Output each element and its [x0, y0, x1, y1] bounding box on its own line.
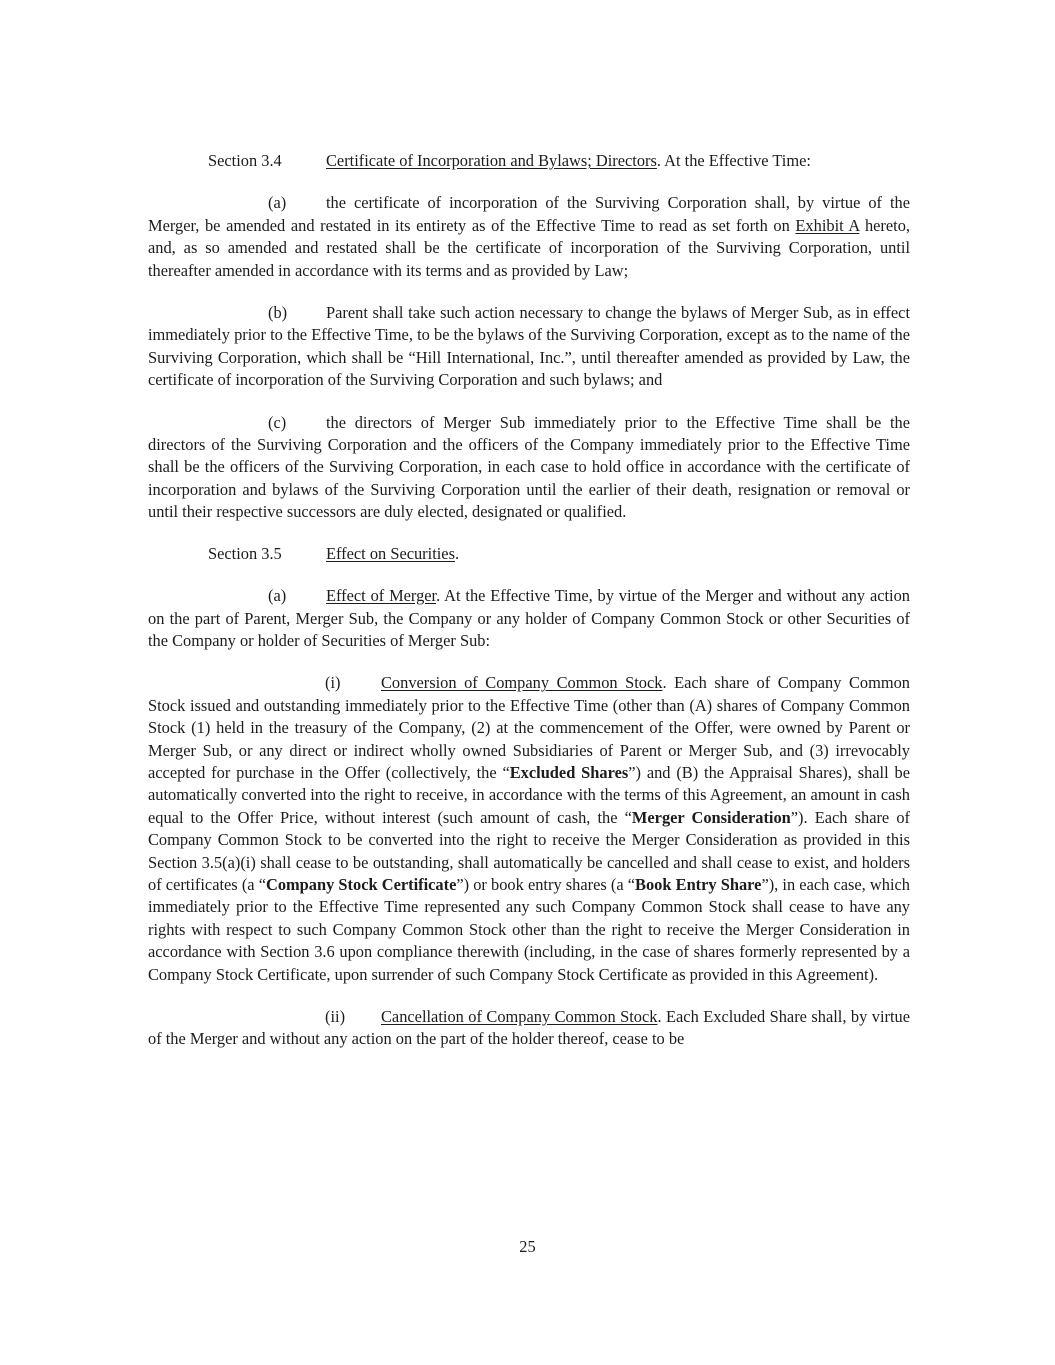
- clause-text-continued: hereto, and, as so amended and restated shall be the certificate of incorporation of the Surviving Corporation, until thereafter amended in accordance with its terms and as provided by Law;: [148, 215, 910, 280]
- section-3-5-a: [148, 585, 910, 652]
- clause-label: (c): [268, 412, 287, 432]
- clause-label: (a): [268, 193, 287, 213]
- clause-label: (i): [325, 673, 341, 693]
- section-3-4-c: [148, 412, 910, 524]
- defined-term: Excluded Shares: [509, 762, 629, 782]
- clause-text: the directors of Merger Sub immediately prior to the Effective Time shall be the directors of the Surviving Corporation and the officers of the Company immediately prior to the Effective Time shall be the officers of the Surviving Corporation, in each case to hold office in accordance with the certificate of incorporation and bylaws of the Surviving Corporation until the earlier of their death, resignation or removal or until their respective successors are duly elected, designated or qualified.: [148, 412, 910, 522]
- section-number: Section 3.4: [208, 151, 282, 170]
- defined-term: Merger Consideration: [631, 807, 791, 827]
- page-number: 25: [519, 1237, 536, 1256]
- clause-label: (ii): [325, 1007, 346, 1026]
- section-title-end: .: [454, 543, 460, 563]
- clause-text: Parent shall take such action necessary to change the bylaws of Merger Sub, as in effect immediately prior to the Effective Time, to be the bylaws of the Surviving Corporation, except as to the name of the Surviving Corporation, which shall be “Hill International, Inc.”, until thereafter amended as provided by Law, the certificate of incorporation of the Surviving Corporation and such bylaws; and: [148, 303, 910, 390]
- clause-text: . Each Excluded Share shall, by virtue of the Merger and without any action on the part of the holder thereof, cease to be: [148, 1007, 910, 1049]
- clause-title: Effect of Merger: [326, 586, 437, 606]
- clause-title: Cancellation of Company Common Stock: [381, 1007, 658, 1026]
- clause-text: ”), in each case, which immediately prior to the Effective Time represented any such Company Common Stock shall cease to have any rights with respect to such Company Common Stock other than the right to receive the Merger Consideration in accordance with Section 3.6 upon compliance therewith (including, in the case of shares formerly represented by a Company Stock Certificate, upon surrender of such Company Stock Certificate as provided in this Agreement).: [148, 874, 910, 984]
- defined-term: Company Stock Certificate: [265, 874, 457, 894]
- clause-label: (b): [268, 303, 288, 323]
- section-title: Certificate of Incorporation and Bylaws; Directors: [326, 151, 657, 170]
- section-title: Effect on Securities: [326, 543, 455, 563]
- section-number: Section 3.5: [208, 543, 282, 563]
- clause-label: (a): [268, 586, 287, 606]
- section-3-4-heading: [148, 150, 910, 172]
- clause-title: Conversion of Company Common Stock: [381, 673, 663, 693]
- clause-text: . At the Effective Time, by virtue of the Merger and without any action on the part of Parent, Merger Sub, the Company or any holder of Company Common Stock or other Securities of the Company or holder of Securities of Merger Sub:: [148, 586, 911, 650]
- clause-text: ”) and (B) the Appraisal Shares), shall be automatically converted into the right to receive, in accordance with the terms of this Agreement, an amount in cash equal to the Offer Price, without interest (such amount of cash, the “: [148, 762, 910, 827]
- clause-text: the certificate of incorporation of the Surviving Corporation shall, by virtue of the Merger, be amended and restated in its entirety as of the Effective Time to read as set forth on: [148, 193, 910, 235]
- section-3-4-b: [148, 302, 910, 392]
- section-3-5-a-ii: [148, 1006, 910, 1051]
- section-3-5-a-i: [148, 672, 910, 986]
- section-3-4-a: [148, 192, 910, 282]
- clause-text: . Each share of Company Common Stock issued and outstanding immediately prior to the Effective Time (other than (A) shares of Company Common Stock (1) held in the treasury of the Company, (2) at the commencement of the Offer, were owned by Parent or Merger Sub, or any direct or indirect wholly owned Subsidiaries of Parent or Merger Sub, and (3) irrevocably accepted for purchase in the Offer (collectively, the “: [148, 673, 910, 782]
- defined-term: Book Entry Share: [635, 874, 762, 894]
- exhibit-reference: Exhibit A: [795, 215, 860, 235]
- clause-text: ”). Each share of Company Common Stock to be converted into the right to receive the Merger Consideration as provided in this Section 3.5(a)(i) shall cease to be outstanding, shall automatically be cancelled and shall cease to exist, and holders of certificates (a “: [148, 807, 910, 894]
- document-page: [148, 150, 910, 1051]
- section-intro: . At the Effective Time:: [656, 151, 811, 170]
- section-3-5-heading: [148, 543, 910, 565]
- clause-text: ”) or book entry shares (a “: [456, 874, 636, 894]
